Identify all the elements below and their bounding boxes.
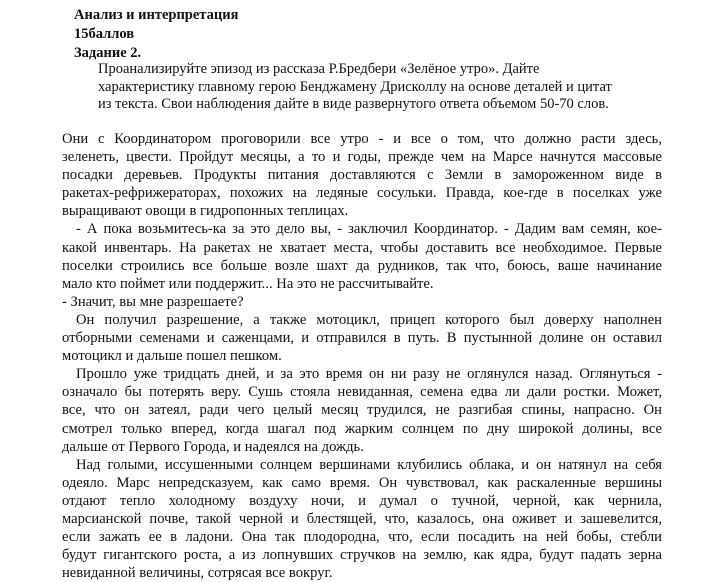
text-line: дальше от Первого Города, и надеялся на дождь.	[62, 438, 364, 455]
task-line: Проанализируйте эпизод из рассказа Р.Бредбери «Зелёное утро». Дайте	[98, 61, 540, 77]
text-line: все, что он затеял, ради чего целый месяц трудился, не разгибая спины, напрасно. Он	[62, 402, 662, 419]
text-line: какой инвентарь. На ракетах не хватает места, чтобы доставить все необходимое. Первые	[62, 239, 662, 256]
text-line: одеяло. Марс непредсказуем, как само время. Он чувствовал, как раскаленные вершины	[62, 474, 662, 491]
task-instructions	[98, 61, 678, 114]
points-label: 15баллов	[74, 26, 135, 42]
text-line: будут гигантского роста, а из лопнувших стручков на землю, как ядра, будут падать зерна	[62, 547, 662, 564]
text-line: мотоцикл и дальше пошел пешком.	[62, 348, 282, 365]
story-excerpt	[62, 130, 662, 582]
text-line: мало кто поймет или поддержит... На это не рассчитывайте.	[62, 275, 434, 292]
text-line: Он получил разрешение, а также мотоцикл, прицеп которого был доверху наполнен	[76, 311, 662, 328]
text-line: означало бы потерять веру. Сушь стояла невиданная, семена едва ли дали ростки. Может,	[62, 384, 662, 401]
text-line: отборными семенами и саженцами, и отправился в путь. В пустынной долине он оставил	[62, 330, 662, 347]
text-line: выращивают овощи в гидропонных теплицах.	[62, 203, 349, 220]
task-label: Задание 2.	[74, 45, 142, 61]
text-line: Они с Координатором проговорили все утро - и все о том, что должно расти здесь,	[62, 131, 662, 147]
text-line: поселки строились все больше возле шахт да рудников, так что, боюсь, ваше начинание	[62, 257, 662, 274]
text-line: ракетах-рефрижераторах, похожих на ледяные сосульки. Правда, кое-где в поселках уже	[62, 185, 662, 202]
cut-off-next-line	[270, 571, 490, 577]
text-line: если зажать ее в ладони. Она так плодородна, что, если посадить на ней бобы, стебли	[62, 529, 662, 546]
task-line: из текста. Свои наблюдения дайте в виде развернутого ответа объемом 50-70 слов.	[98, 96, 609, 112]
text-line: - Значит, вы мне разрешаете?	[62, 293, 244, 310]
text-line: - А пока возьмитесь-ка за это дело вы, - заключил Координатор. - Дадим вам семян, кое-	[76, 221, 662, 238]
task-line: характеристику главному герою Бенджамену Дрисколлу на основе деталей и цитат	[98, 78, 612, 95]
section-title: Анализ и интерпретация	[74, 7, 239, 23]
text-line: марсианской почве, такой черной и блестящей, что, казалось, она оживет и зашевелится,	[62, 510, 662, 527]
assignment-header	[74, 6, 694, 63]
text-line: зеленеть, цвести. Пройдут месяцы, а то и годы, прежде чем на Марсе начнутся массовые	[62, 149, 662, 166]
text-line: невиданной величины, сотрясая все вокруг.	[62, 565, 333, 582]
text-line: отдают тепло холодному воздуху ночи, и думал о тучной, черной, как чернила,	[62, 492, 662, 509]
text-line: Над голыми, иссушенными солнцем вершинами клубились облака, и он натянул на себя	[76, 456, 662, 473]
text-line: посадки деревьев. Продукты питания доставляются с Земли в замороженном виде в	[62, 167, 662, 184]
text-line: смотрел только вперед, когда шагал под жарким солнцем по дну широкой долины, все	[62, 420, 662, 437]
text-line: Прошло уже тридцать дней, и за это время он ни разу не оглянулся назад. Оглянуться -	[76, 366, 662, 383]
